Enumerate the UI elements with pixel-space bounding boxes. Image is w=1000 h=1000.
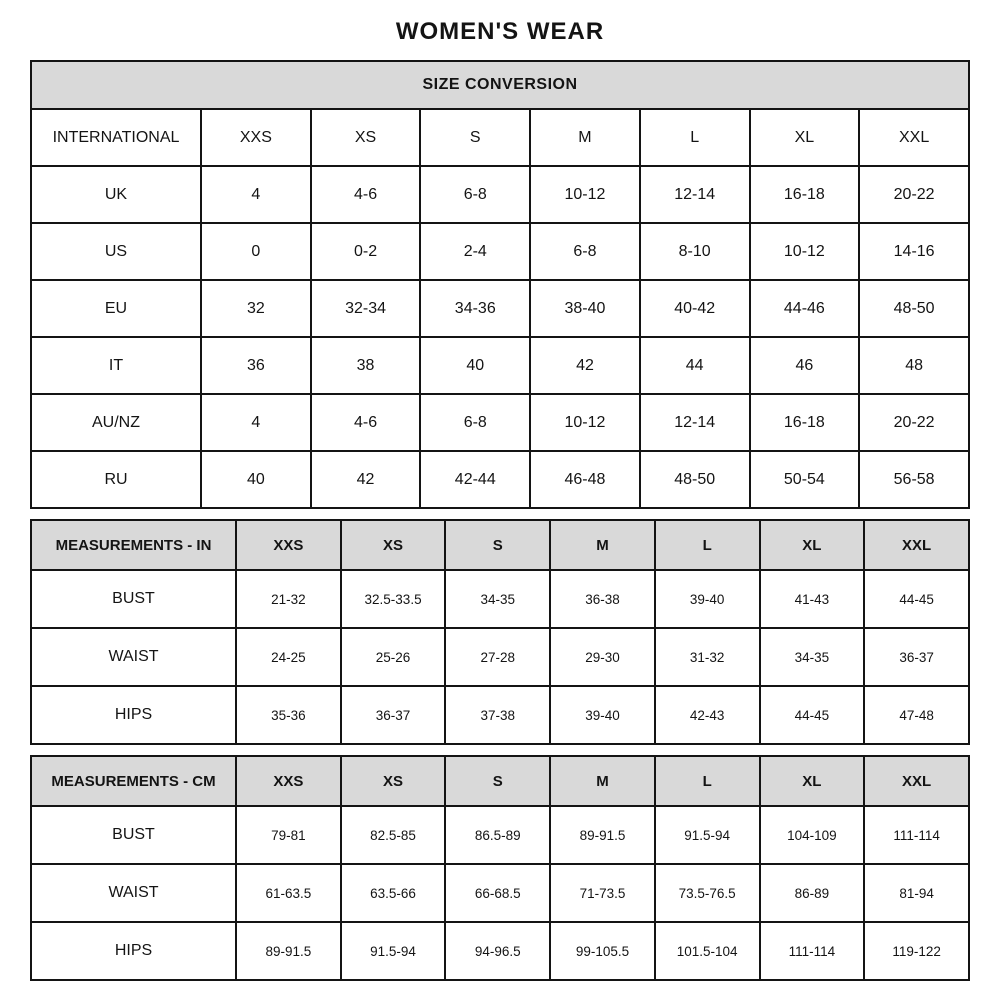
column-header: XS <box>311 109 421 166</box>
column-header: XS <box>341 520 446 570</box>
measurements-in-table <box>30 519 970 745</box>
size-cell: 32 <box>201 280 311 337</box>
column-header: M <box>550 756 655 806</box>
measurement-cell: 86-89 <box>760 864 865 922</box>
column-header: M <box>530 109 640 166</box>
measurement-cell: 44-45 <box>760 686 865 744</box>
table-row <box>31 864 969 922</box>
measurement-cell: 119-122 <box>864 922 969 980</box>
size-cell: 16-18 <box>750 394 860 451</box>
column-header: M <box>550 520 655 570</box>
size-cell: 0 <box>201 223 311 280</box>
table-title: MEASUREMENTS - CM <box>31 756 236 806</box>
size-cell: 10-12 <box>530 166 640 223</box>
measurement-cell: 44-45 <box>864 570 969 628</box>
measurement-cell: 32.5-33.5 <box>341 570 446 628</box>
row-label: WAIST <box>31 628 236 686</box>
row-label: EU <box>31 280 201 337</box>
size-cell: 46 <box>750 337 860 394</box>
measurement-cell: 82.5-85 <box>341 806 446 864</box>
measurement-cell: 89-91.5 <box>236 922 341 980</box>
table-row <box>31 337 969 394</box>
measurement-cell: 39-40 <box>655 570 760 628</box>
measurement-cell: 42-43 <box>655 686 760 744</box>
size-cell: 10-12 <box>750 223 860 280</box>
size-cell: 38-40 <box>530 280 640 337</box>
measurement-cell: 94-96.5 <box>445 922 550 980</box>
measurement-cell: 36-38 <box>550 570 655 628</box>
table-row <box>31 922 969 980</box>
size-cell: 44-46 <box>750 280 860 337</box>
measurement-cell: 41-43 <box>760 570 865 628</box>
column-header: S <box>445 756 550 806</box>
measurement-cell: 34-35 <box>760 628 865 686</box>
measurement-cell: 63.5-66 <box>341 864 446 922</box>
table-row <box>31 806 969 864</box>
measurement-cell: 34-35 <box>445 570 550 628</box>
column-header: XXL <box>864 756 969 806</box>
measurement-cell: 104-109 <box>760 806 865 864</box>
column-header: XXS <box>201 109 311 166</box>
size-cell: 42 <box>530 337 640 394</box>
table-header-row <box>31 520 969 570</box>
measurement-cell: 73.5-76.5 <box>655 864 760 922</box>
table-title-row <box>31 61 969 109</box>
size-cell: 44 <box>640 337 750 394</box>
size-cell: 56-58 <box>859 451 969 508</box>
column-header: XXS <box>236 756 341 806</box>
size-cell: 50-54 <box>750 451 860 508</box>
measurement-cell: 24-25 <box>236 628 341 686</box>
measurement-cell: 31-32 <box>655 628 760 686</box>
measurement-cell: 36-37 <box>341 686 446 744</box>
row-label: IT <box>31 337 201 394</box>
size-conversion-title: SIZE CONVERSION <box>31 61 969 109</box>
column-header: XXL <box>859 109 969 166</box>
measurement-cell: 29-30 <box>550 628 655 686</box>
table-row <box>31 223 969 280</box>
measurements-cm-table <box>30 755 970 981</box>
size-cell: 16-18 <box>750 166 860 223</box>
measurement-cell: 81-94 <box>864 864 969 922</box>
measurement-cell: 66-68.5 <box>445 864 550 922</box>
column-header: L <box>655 520 760 570</box>
size-cell: 4-6 <box>311 166 421 223</box>
size-cell: 4-6 <box>311 394 421 451</box>
size-cell: 40 <box>420 337 530 394</box>
measurement-cell: 111-114 <box>864 806 969 864</box>
table-header-row <box>31 756 969 806</box>
row-label: BUST <box>31 806 236 864</box>
size-cell: 4 <box>201 394 311 451</box>
size-cell: 36 <box>201 337 311 394</box>
size-cell: 32-34 <box>311 280 421 337</box>
size-cell: 40-42 <box>640 280 750 337</box>
measurement-cell: 39-40 <box>550 686 655 744</box>
size-cell: 42 <box>311 451 421 508</box>
size-cell: 8-10 <box>640 223 750 280</box>
measurement-cell: 35-36 <box>236 686 341 744</box>
table-row <box>31 451 969 508</box>
size-cell: 42-44 <box>420 451 530 508</box>
measurement-cell: 89-91.5 <box>550 806 655 864</box>
column-header: INTERNATIONAL <box>31 109 201 166</box>
page-title: WOMEN'S WEAR <box>395 18 605 45</box>
row-label: RU <box>31 451 201 508</box>
row-label: AU/NZ <box>31 394 201 451</box>
size-cell: 20-22 <box>859 394 969 451</box>
column-header: XXL <box>864 520 969 570</box>
table-row <box>31 394 969 451</box>
measurement-cell: 47-48 <box>864 686 969 744</box>
size-cell: 38 <box>311 337 421 394</box>
measurement-cell: 37-38 <box>445 686 550 744</box>
size-cell: 2-4 <box>420 223 530 280</box>
row-label: HIPS <box>31 922 236 980</box>
size-conversion-table <box>30 60 970 509</box>
column-header: XXS <box>236 520 341 570</box>
row-label: UK <box>31 166 201 223</box>
size-cell: 48 <box>859 337 969 394</box>
size-cell: 34-36 <box>420 280 530 337</box>
size-cell: 0-2 <box>311 223 421 280</box>
measurement-cell: 36-37 <box>864 628 969 686</box>
measurement-cell: 99-105.5 <box>550 922 655 980</box>
measurement-cell: 91.5-94 <box>655 806 760 864</box>
measurement-cell: 71-73.5 <box>550 864 655 922</box>
size-cell: 14-16 <box>859 223 969 280</box>
row-label: US <box>31 223 201 280</box>
size-cell: 4 <box>201 166 311 223</box>
column-header: S <box>445 520 550 570</box>
size-cell: 6-8 <box>420 166 530 223</box>
column-header: L <box>655 756 760 806</box>
measurement-cell: 27-28 <box>445 628 550 686</box>
size-cell: 10-12 <box>530 394 640 451</box>
size-cell: 6-8 <box>530 223 640 280</box>
table-row <box>31 570 969 628</box>
column-header: XL <box>760 520 865 570</box>
measurement-cell: 86.5-89 <box>445 806 550 864</box>
measurement-cell: 79-81 <box>236 806 341 864</box>
size-cell: 20-22 <box>859 166 969 223</box>
table-row <box>31 686 969 744</box>
row-label: WAIST <box>31 864 236 922</box>
table-row <box>31 280 969 337</box>
row-label: HIPS <box>31 686 236 744</box>
measurement-cell: 25-26 <box>341 628 446 686</box>
measurement-cell: 101.5-104 <box>655 922 760 980</box>
measurement-cell: 91.5-94 <box>341 922 446 980</box>
size-cell: 6-8 <box>420 394 530 451</box>
column-header: XS <box>341 756 446 806</box>
size-cell: 40 <box>201 451 311 508</box>
measurement-cell: 61-63.5 <box>236 864 341 922</box>
size-cell: 48-50 <box>859 280 969 337</box>
table-header-row <box>31 109 969 166</box>
table-row <box>31 628 969 686</box>
measurement-cell: 21-32 <box>236 570 341 628</box>
column-header: L <box>640 109 750 166</box>
size-cell: 46-48 <box>530 451 640 508</box>
column-header: XL <box>760 756 865 806</box>
row-label: BUST <box>31 570 236 628</box>
size-cell: 48-50 <box>640 451 750 508</box>
table-title: MEASUREMENTS - IN <box>31 520 236 570</box>
column-header: XL <box>750 109 860 166</box>
measurement-cell: 111-114 <box>760 922 865 980</box>
size-cell: 12-14 <box>640 166 750 223</box>
table-row <box>31 166 969 223</box>
column-header: S <box>420 109 530 166</box>
size-cell: 12-14 <box>640 394 750 451</box>
